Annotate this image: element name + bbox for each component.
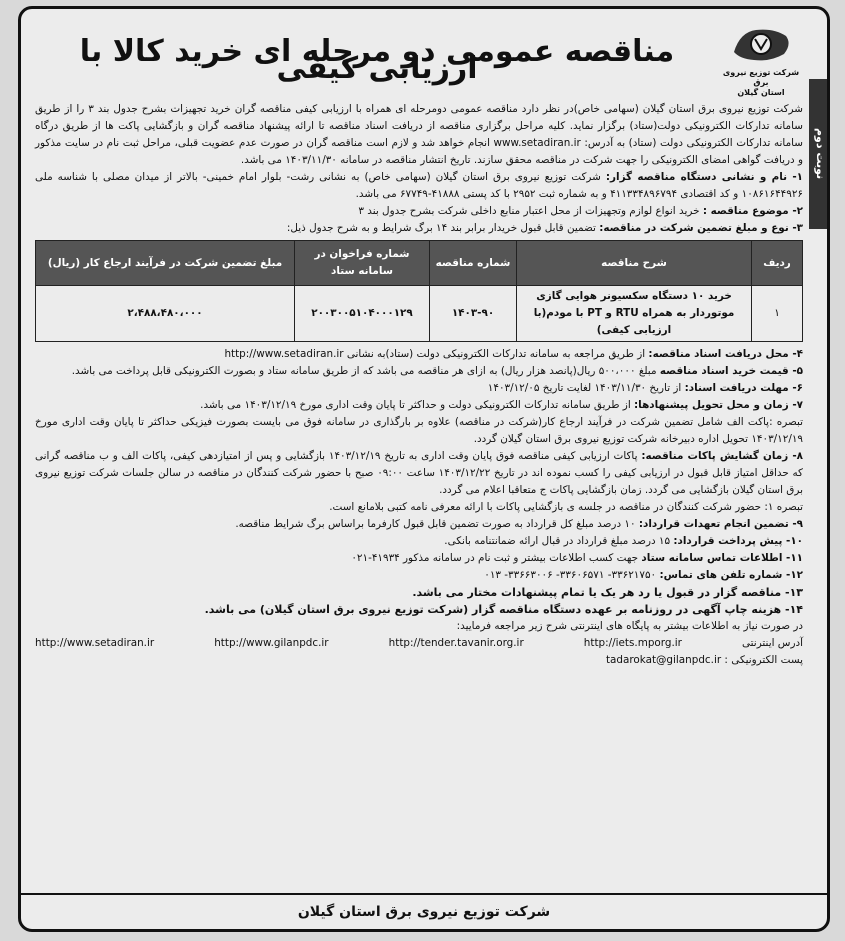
cell-call-number: ۲۰۰۳۰۰۵۱۰۴۰۰۰۱۲۹ <box>295 286 430 342</box>
cell-row: ۱ <box>752 286 803 342</box>
cell-tender-number: ۱۴۰۳-۹۰ <box>430 286 517 342</box>
url-setadiran[interactable]: http://www.setadiran.ir <box>35 637 155 649</box>
note-2: تبصره ۱: حضور شرکت کنندگان در مناقصه در جلسه ی بازگشایی پاکات با ارائه معرفی نامه کتبی بلامانع است. <box>329 501 803 513</box>
email-link[interactable]: tadarokat@gilanpdc.ir <box>605 654 722 666</box>
item-7-label: ۷- زمان و محل تحویل پیشنهادها: <box>634 399 803 411</box>
intro-paragraph: شرکت توزیع نیروی برق استان گیلان (سهامی خاص)در نظر دارد مناقصه عمومی دومرحله ای همراه با ارزیابی کیفی مناقصه گران خرید تجهیزات بشرح جدول بند ۳ را از طریق سامانه تدارکات الکترونیکی دولت(ستاد) برگزار نماید. کلیه مراحل برگزاری مناقصه از دریافت اسناد مناقصه تا ارائه پیشنهاد مناقصه گران و بازگشایی پاکت ها از طریق درگاه سامانه تدارکات الکترونیکی دولت (ستاد) به آدرس: www.setadiran.ir انجام خواهد شد و لازم است مناقصه گران در صورت عدم عضویت قبلی، مراحل ثبت نام در سایت مذکور و دریافت گواهی امضای الکترونیکی را جهت شرکت در مناقصه محقق سازند. تاریخ انتشار مناقصه در سامانه ۱۴۰۳/۱۱/۳۰ می باشد. <box>35 103 804 166</box>
item-10-text: ۱۵ درصد مبلغ قرارداد در قبال ارائه ضمانتنامه بانکی. <box>444 535 671 547</box>
url-gilanpdc[interactable]: http://www.gilanpdc.ir <box>214 637 329 649</box>
table-row <box>36 286 803 342</box>
cell-guarantee: ۲،۴۸۸،۴۸۰،۰۰۰ <box>36 286 295 342</box>
item-4 <box>35 346 803 363</box>
item-6-label: ۶- مهلت دریافت اسناد: <box>684 382 803 394</box>
notice-frame <box>18 6 830 932</box>
item-5 <box>35 363 803 380</box>
url-iets[interactable]: http://iets.mporg.ir <box>583 637 682 649</box>
col-guarantee: مبلغ تضمین شرکت در فرآیند ارجاع کار (ریال) <box>36 241 295 286</box>
table-header-row <box>36 241 803 286</box>
item-12-text: ۳۳۶۲۱۷۵۰- ۳۳۶۰۶۵۷۱- ۳۳۶۶۳۰۰۶- ۰۱۳ <box>484 569 657 581</box>
item-4-label: ۴- محل دریافت اسناد مناقصه: <box>648 348 803 360</box>
item-9 <box>35 516 803 533</box>
company-logo <box>719 22 803 98</box>
logo-line1: شرکت توزیع نیروی برق <box>722 68 800 87</box>
notice-content <box>35 19 803 929</box>
item-1-label: ۱- نام و نشانی دستگاه مناقصه گزار: <box>605 171 804 183</box>
item-7 <box>35 397 803 414</box>
url-tavanir[interactable]: http://tender.tavanir.org.ir <box>388 637 524 649</box>
item-6-text: از تاریخ ۱۴۰۳/۱۱/۳۰ لغایت تاریخ ۱۴۰۳/۱۲/۰۵ <box>487 382 682 394</box>
item-6 <box>35 380 803 397</box>
item-1 <box>35 169 803 203</box>
col-description: شرح مناقصه <box>517 241 752 286</box>
item-5-text: مبلغ ۵۰۰،۰۰۰ ریال(پانصد هزار ریال) به ازای هر مناقصه می باشد که از طریق سامانه ستاد و بصورت الکترونیکی قابل پرداخت می باشد. <box>71 365 657 377</box>
item-3-label: ۳- نوع و مبلغ تضمین شرکت در مناقصه: <box>599 222 803 234</box>
more-info: در صورت نیاز به اطلاعات بیشتر به پایگاه های اینترنتی شرح زیر مراجعه فرمایید: <box>456 620 803 632</box>
item-10-label: ۱۰- پیش پرداخت قرارداد: <box>673 535 803 547</box>
web-links <box>35 635 803 652</box>
email-line: پست الکترونیکی : tadarokat@gilanpdc.ir <box>605 654 803 666</box>
item-1-text: شرکت توزیع نیروی برق استان گیلان (سهامی خاص) به نشانی رشت- بلوار امام خمینی- بالاتر از میدان مصلی با شناسه ملی ۱۰۸۶۱۶۴۴۹۲۶ و کد اقتصادی ۴۱۱۳۳۴۸۹۶۷۹۴ و به شماره ثبت ۲۹۵۲ با کد پستی ۴۱۸۸۸-۶۷۷۴۹ می باشد. <box>35 171 803 200</box>
item-8-label: ۸- زمان گشایش پاکات مناقصه: <box>641 450 804 462</box>
note-1: تبصره :پاکت الف شامل تضمین شرکت در فرآیند ارجاع کار(شرکت در مناقصه) علاوه بر بارگذاری در سامانه فوق می بایست بصورت فیزیکی حداکثر تا پایان وقت اداری مورخ ۱۴۰۳/۱۲/۱۹ تحویل اداره دبیرخانه شرکت توزیع نیروی برق استان گیلان گردد. <box>35 416 803 445</box>
page-title: مناقصه عمومی دو مرحله ای خرید کالا با ارزیابی کیفی <box>79 34 675 86</box>
item-11-text: جهت کسب اطلاعات بیشتر و ثبت نام در سامانه مذکور ۴۱۹۳۴-۰۲۱ <box>351 552 639 564</box>
side-tab: نوبت دوم <box>809 79 827 229</box>
cell-description: خرید ۱۰ دستگاه سکسیونر هوایی گازی موتوردار به همراه RTU و PT با مودم(با ارزیابی کیفی) <box>517 286 752 342</box>
item-5-label: ۵- قیمت خرید اسناد مناقصه <box>659 365 803 377</box>
item-4-text: از طریق مراجعه به سامانه تدارکات الکترونیکی دولت (ستاد)به نشانی http://www.setadiran.ir <box>224 348 646 360</box>
item-12 <box>35 567 803 584</box>
header <box>35 19 803 101</box>
item-14: ۱۴- هزینه چاپ آگهی در روزنامه بر عهده دستگاه مناقصه گزار (شرکت توزیع نیروی برق استان گیلان) می باشد. <box>204 603 803 616</box>
item-2-label: ۲- موضوع مناقصه : <box>702 205 803 217</box>
footer-company: شرکت توزیع نیروی برق استان گیلان <box>21 893 827 929</box>
item-9-text: ۱۰ درصد مبلغ کل قرارداد به صورت تضمین قابل قبول کارفرما براساس برگ شرایط مناقصه. <box>235 518 636 530</box>
col-tender-number: شماره مناقصه <box>430 241 517 286</box>
item-13: ۱۳- مناقصه گزار در قبول یا رد هر یک یا تمام پیشنهادات مختار می باشد. <box>412 586 803 599</box>
item-3 <box>35 220 803 237</box>
item-7-text: از طریق سامانه تدارکات الکترونیکی دولت و حداکثر تا پایان وقت اداری مورخ ۱۴۰۳/۱۲/۱۹ می باشد. <box>200 399 631 411</box>
tender-table <box>35 240 803 342</box>
col-row: ردیف <box>752 241 803 286</box>
item-8 <box>35 448 803 499</box>
item-2 <box>35 203 803 220</box>
col-call-number: شماره فراخوان در سامانه ستاد <box>295 241 430 286</box>
item-3-text: تضمین قابل قبول خریدار برابر بند ۱۴ برگ شرایط و به شرح جدول ذیل: <box>286 222 596 234</box>
item-9-label: ۹- تضمین انجام تعهدات قرارداد: <box>638 518 803 530</box>
item-2-text: خرید انواع لوازم وتجهیزات از محل اعتبار منابع داخلی شرکت بشرح جدول بند ۳ <box>358 205 700 217</box>
item-12-label: ۱۲- شماره تلفن های تماس: <box>659 569 803 581</box>
item-10 <box>35 533 803 550</box>
web-label: آدرس اینترنتی <box>742 637 803 649</box>
logo-icon <box>726 22 796 68</box>
item-11-label: ۱۱- اطلاعات تماس سامانه ستاد <box>641 552 803 564</box>
item-11 <box>35 550 803 567</box>
logo-line2: استان گیلان <box>737 88 785 97</box>
item-8-text: پاکات ارزیابی کیفی مناقصه فوق پایان وقت اداری به تاریخ ۱۴۰۳/۱۲/۱۹ بازگشایی و پس از امتیازدهی کیفی، پاکات الف و ب مناقصه گرانی که حداقل امتیاز قابل قبول در ارزیابی کیفی را کسب نموده اند در تاریخ ۱۴۰۳/۱۲/۲۲ ساعت ۰۹:۰۰ صبح با حضور شرکت کنندگان در مناقصه در سالن جلسات شرکت توزیع نیروی برق استان گیلان بازگشایی می گردد. زمان بازگشایی پاکات ج متعاقبا اعلام می گردد. <box>35 450 803 496</box>
email-label: پست الکترونیکی <box>731 654 803 666</box>
